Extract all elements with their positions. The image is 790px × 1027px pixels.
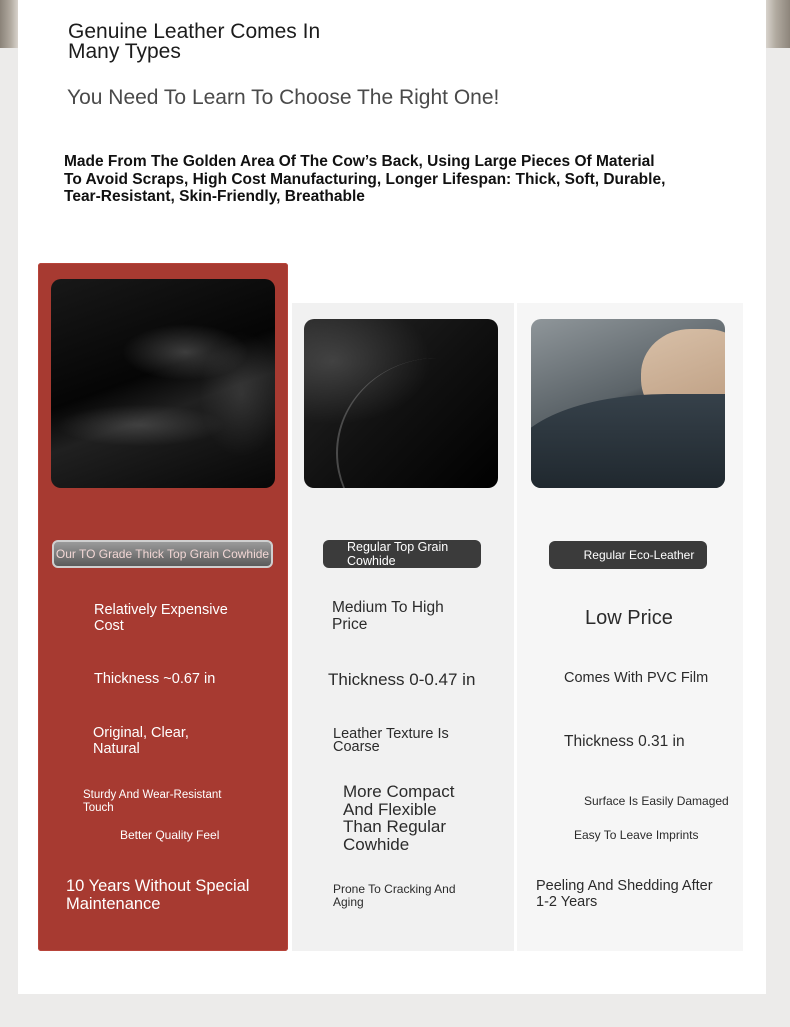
ours-feature-feel: Better Quality Feel xyxy=(120,828,220,842)
eco-feature-thickness: Thickness 0.31 in xyxy=(564,733,685,750)
ours-feature-touch: Sturdy And Wear-Resistant Touch xyxy=(83,789,222,814)
regular-feature-flexibility: More Compact And Flexible Than Regular Cowhide xyxy=(343,782,455,854)
background-fabric-right xyxy=(766,0,790,48)
background-fabric-left xyxy=(0,0,18,48)
eco-feature-peeling: Peeling And Shedding After 1-2 Years xyxy=(536,878,713,910)
label-regular-cowhide: Regular Top Grain Cowhide xyxy=(323,540,481,568)
regular-feature-price: Medium To High Price xyxy=(332,599,444,633)
label-our-cowhide: Our TO Grade Thick Top Grain Cowhide xyxy=(52,540,273,568)
eco-leather-peel-photo xyxy=(531,319,725,488)
eco-feature-price: Low Price xyxy=(585,607,673,629)
ours-feature-lifespan: 10 Years Without Special Maintenance xyxy=(66,877,250,913)
ours-feature-cost: Relatively Expensive Cost xyxy=(94,602,228,634)
eco-feature-damage: Surface Is Easily Damaged xyxy=(584,794,729,808)
ours-feature-thickness: Thickness ~0.67 in xyxy=(94,671,216,687)
regular-feature-texture: Leather Texture Is Coarse xyxy=(333,726,449,755)
eco-feature-imprints: Easy To Leave Imprints xyxy=(574,828,699,842)
black-leather-swatch-photo xyxy=(304,319,498,488)
ours-feature-texture: Original, Clear, Natural xyxy=(93,725,189,757)
label-eco-leather: Regular Eco-Leather xyxy=(549,541,707,569)
black-leather-drape-photo xyxy=(51,279,275,488)
eco-feature-film: Comes With PVC Film xyxy=(564,670,709,686)
page-subtitle: You Need To Learn To Choose The Right One! xyxy=(67,86,500,109)
regular-feature-aging: Prone To Cracking And Aging xyxy=(333,882,456,909)
page-title: Genuine Leather Comes In Many Types xyxy=(68,20,321,63)
intro-text: Made From The Golden Area Of The Cow’s Back, Using Large Pieces Of Material To Avoid Scraps, High Cost Manufacturing, Longer Lifespan: Thick, Soft, Durable, Tear-Resistant, Skin-Friendly, Breathable xyxy=(64,153,666,205)
regular-feature-thickness: Thickness 0-0.47 in xyxy=(328,670,476,689)
